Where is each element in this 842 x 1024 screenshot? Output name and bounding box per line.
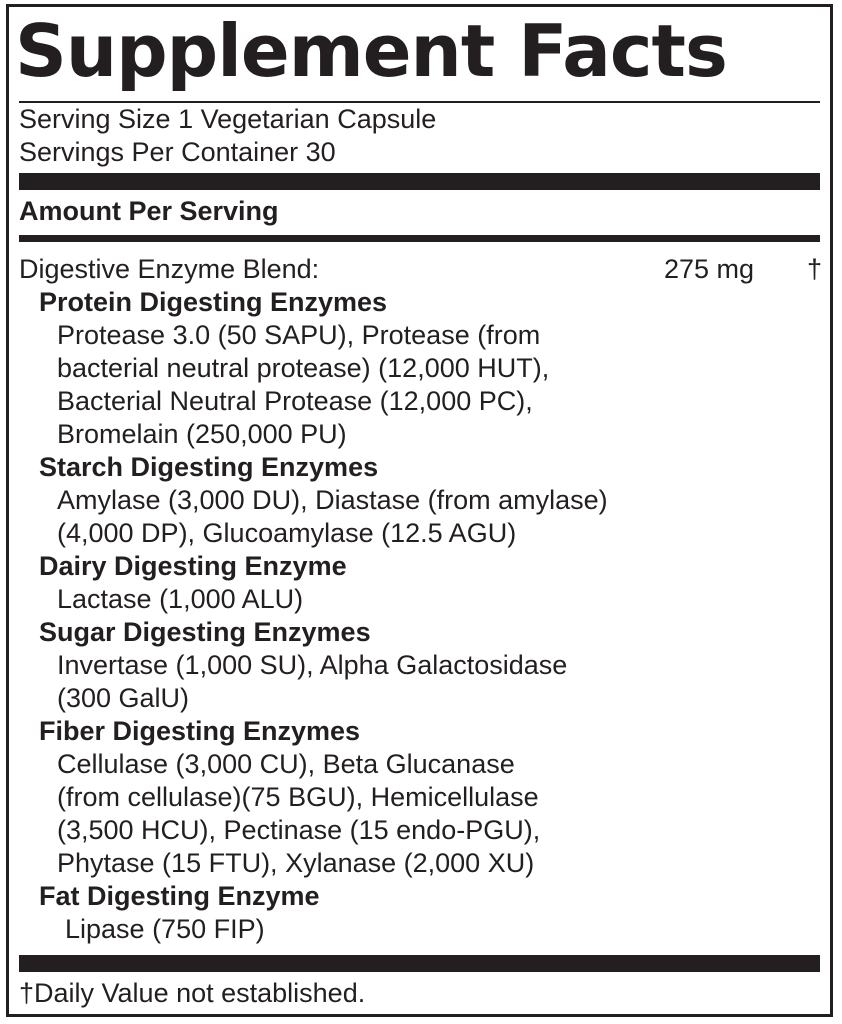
group-line: (3,500 HCU), Pectinase (15 endo-PGU), xyxy=(57,815,541,845)
group-line: Lipase (750 FIP) xyxy=(65,914,265,944)
group-line: Bromelain (250,000 PU) xyxy=(57,419,347,449)
panel-title: Supplement Facts xyxy=(15,9,727,93)
footnote: †Daily Value not established. xyxy=(19,978,366,1008)
blend-daily-value: † xyxy=(807,254,823,284)
group-line: (300 GalU) xyxy=(57,683,190,713)
group-line: Cellulase (3,000 CU), Beta Glucanase xyxy=(57,749,515,779)
serving-size: Serving Size 1 Vegetarian Capsule xyxy=(19,104,437,134)
group-line: Lactase (1,000 ALU) xyxy=(57,584,304,614)
group-heading-starch: Starch Digesting Enzymes xyxy=(39,452,379,482)
group-line: Protease 3.0 (50 SAPU), Protease (from xyxy=(57,320,541,350)
group-heading-fiber: Fiber Digesting Enzymes xyxy=(39,716,361,746)
blend-amount: 275 mg xyxy=(664,254,755,284)
amount-divider xyxy=(19,235,820,242)
thick-divider xyxy=(19,173,820,190)
group-line: Phytase (15 FTU), Xylanase (2,000 XU) xyxy=(57,848,535,878)
supplement-facts-panel xyxy=(6,4,833,1017)
footnote-divider xyxy=(19,955,820,972)
group-line: (from cellulase)(75 BGU), Hemicellulase xyxy=(57,782,539,812)
group-line: (4,000 DP), Glucoamylase (12.5 AGU) xyxy=(57,518,517,548)
group-line: Bacterial Neutral Protease (12,000 PC), xyxy=(57,386,533,416)
group-line: bacterial neutral protease) (12,000 HUT), xyxy=(57,353,550,383)
blend-name: Digestive Enzyme Blend: xyxy=(19,254,320,284)
group-heading-fat: Fat Digesting Enzyme xyxy=(39,881,320,911)
group-heading-protein: Protein Digesting Enzymes xyxy=(39,287,388,317)
group-heading-dairy: Dairy Digesting Enzyme xyxy=(39,551,347,581)
group-line: Invertase (1,000 SU), Alpha Galactosidase xyxy=(57,650,568,680)
amount-per-serving-heading: Amount Per Serving xyxy=(19,196,279,226)
group-heading-sugar: Sugar Digesting Enzymes xyxy=(39,617,371,647)
group-line: Amylase (3,000 DU), Diastase (from amylase) xyxy=(57,485,608,515)
servings-per-container: Servings Per Container 30 xyxy=(19,137,336,167)
